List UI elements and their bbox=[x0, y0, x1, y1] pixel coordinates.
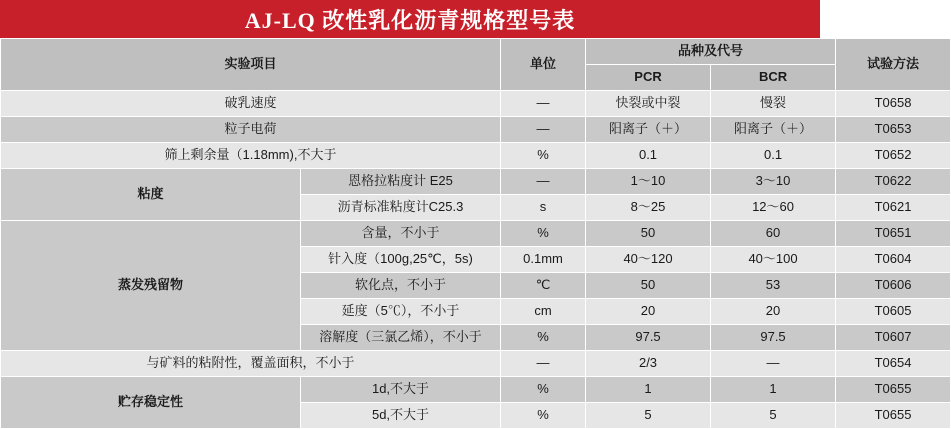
row-unit: % bbox=[501, 325, 586, 351]
table-row bbox=[1, 351, 951, 377]
header-row-1 bbox=[1, 39, 951, 65]
row-item: 筛上剩余量（1.18mm),不大于 bbox=[1, 143, 501, 169]
row-item: 延度（5℃），不小于 bbox=[301, 299, 501, 325]
row-pcr: 50 bbox=[586, 221, 711, 247]
row-bcr: — bbox=[711, 351, 836, 377]
group-label-residue: 蒸发残留物 bbox=[1, 221, 301, 351]
title-bar bbox=[0, 0, 820, 38]
table-row bbox=[1, 117, 951, 143]
row-item: 破乳速度 bbox=[1, 91, 501, 117]
table-row bbox=[1, 169, 951, 195]
specification-table bbox=[0, 38, 951, 429]
row-pcr: 快裂或中裂 bbox=[586, 91, 711, 117]
row-unit: — bbox=[501, 169, 586, 195]
row-item: 溶解度（三氯乙烯），不小于 bbox=[301, 325, 501, 351]
header-item: 实验项目 bbox=[1, 39, 501, 91]
row-pcr: 97.5 bbox=[586, 325, 711, 351]
table-body bbox=[1, 91, 951, 429]
row-method: T0654 bbox=[836, 351, 951, 377]
header-variety: 品种及代号 bbox=[586, 39, 836, 65]
row-item: 含量，不小于 bbox=[301, 221, 501, 247]
row-unit: — bbox=[501, 91, 586, 117]
table-row bbox=[1, 143, 951, 169]
row-unit: % bbox=[501, 403, 586, 429]
group-label-viscosity: 粘度 bbox=[1, 169, 301, 221]
row-bcr: 慢裂 bbox=[711, 91, 836, 117]
row-pcr: 1～10 bbox=[586, 169, 711, 195]
row-unit: % bbox=[501, 143, 586, 169]
table-row bbox=[1, 91, 951, 117]
row-method: T0658 bbox=[836, 91, 951, 117]
row-item: 与矿料的粘附性，覆盖面积，不小于 bbox=[1, 351, 501, 377]
row-method: T0622 bbox=[836, 169, 951, 195]
group-label-storage: 贮存稳定性 bbox=[1, 377, 301, 429]
row-item: 沥青标准粘度计C25.3 bbox=[301, 195, 501, 221]
row-unit: — bbox=[501, 117, 586, 143]
row-pcr: 5 bbox=[586, 403, 711, 429]
row-method: T0606 bbox=[836, 273, 951, 299]
row-pcr: 0.1 bbox=[586, 143, 711, 169]
row-bcr: 20 bbox=[711, 299, 836, 325]
row-unit: cm bbox=[501, 299, 586, 325]
row-method: T0651 bbox=[836, 221, 951, 247]
row-bcr: 1 bbox=[711, 377, 836, 403]
row-method: T0604 bbox=[836, 247, 951, 273]
row-unit: ℃ bbox=[501, 273, 586, 299]
table-header bbox=[1, 39, 951, 91]
header-method: 试验方法 bbox=[836, 39, 951, 91]
row-pcr: 20 bbox=[586, 299, 711, 325]
row-item: 5d,不大于 bbox=[301, 403, 501, 429]
row-bcr: 0.1 bbox=[711, 143, 836, 169]
row-bcr: 60 bbox=[711, 221, 836, 247]
row-unit: 0.1mm bbox=[501, 247, 586, 273]
row-item: 1d,不大于 bbox=[301, 377, 501, 403]
row-method: T0607 bbox=[836, 325, 951, 351]
row-pcr: 阳离子（＋） bbox=[586, 117, 711, 143]
header-bcr: BCR bbox=[711, 65, 836, 91]
row-pcr: 40～120 bbox=[586, 247, 711, 273]
row-bcr: 12～60 bbox=[711, 195, 836, 221]
row-bcr: 阳离子（＋） bbox=[711, 117, 836, 143]
row-unit: % bbox=[501, 377, 586, 403]
table-row bbox=[1, 221, 951, 247]
row-item: 粒子电荷 bbox=[1, 117, 501, 143]
page-title: AJ-LQ 改性乳化沥青规格型号表 bbox=[244, 7, 576, 33]
row-method: T0652 bbox=[836, 143, 951, 169]
row-pcr: 1 bbox=[586, 377, 711, 403]
row-bcr: 97.5 bbox=[711, 325, 836, 351]
row-unit: s bbox=[501, 195, 586, 221]
row-item: 软化点，不小于 bbox=[301, 273, 501, 299]
row-bcr: 53 bbox=[711, 273, 836, 299]
row-pcr: 2/3 bbox=[586, 351, 711, 377]
row-method: T0653 bbox=[836, 117, 951, 143]
row-bcr: 3～10 bbox=[711, 169, 836, 195]
header-pcr: PCR bbox=[586, 65, 711, 91]
row-method: T0605 bbox=[836, 299, 951, 325]
row-pcr: 50 bbox=[586, 273, 711, 299]
row-bcr: 40～100 bbox=[711, 247, 836, 273]
row-method: T0655 bbox=[836, 403, 951, 429]
row-bcr: 5 bbox=[711, 403, 836, 429]
row-method: T0621 bbox=[836, 195, 951, 221]
row-pcr: 8～25 bbox=[586, 195, 711, 221]
table-row bbox=[1, 377, 951, 403]
header-unit: 单位 bbox=[501, 39, 586, 91]
row-unit: — bbox=[501, 351, 586, 377]
row-method: T0655 bbox=[836, 377, 951, 403]
row-unit: % bbox=[501, 221, 586, 247]
row-item: 恩格拉粘度计 E25 bbox=[301, 169, 501, 195]
row-item: 针入度（100g,25℃，5s) bbox=[301, 247, 501, 273]
